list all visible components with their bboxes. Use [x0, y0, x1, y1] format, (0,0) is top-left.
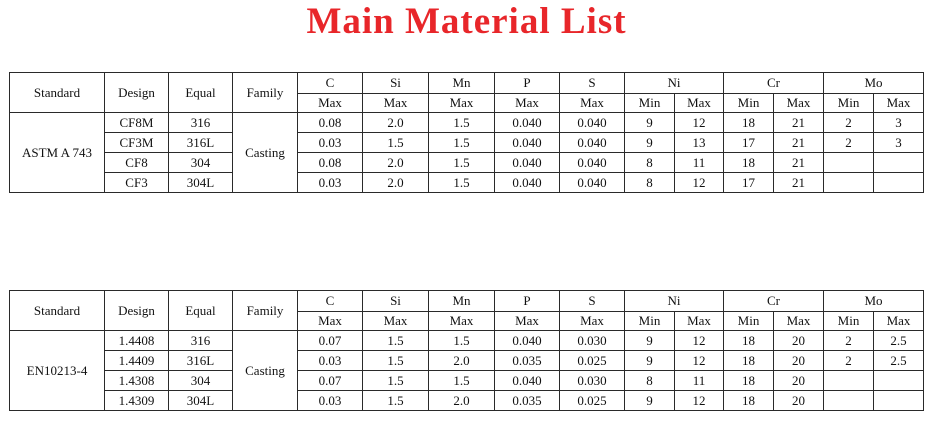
value-cell-si: 1.5 [363, 133, 429, 153]
value-cell-cr-max: 21 [774, 173, 824, 193]
design-cell: 1.4409 [105, 351, 169, 371]
table-row [10, 173, 924, 193]
value-cell-si: 2.0 [363, 153, 429, 173]
material-table-en [9, 290, 924, 411]
table-row [10, 371, 924, 391]
value-cell-s: 0.025 [560, 391, 625, 411]
value-cell-ni-max: 12 [675, 173, 724, 193]
value-cell-cr-max: 21 [774, 153, 824, 173]
header-standard: Standard [10, 291, 105, 331]
header-element-ni: Ni [625, 73, 724, 94]
value-cell-s: 0.040 [560, 153, 625, 173]
standard-cell: EN10213-4 [10, 331, 105, 411]
header-element-si: Si [363, 73, 429, 94]
value-cell-c: 0.08 [298, 153, 363, 173]
value-cell-cr-min: 17 [724, 133, 774, 153]
header-family: Family [233, 73, 298, 113]
material-table-astm [9, 72, 924, 193]
subheader-max: Max [774, 94, 824, 113]
value-cell-ni-min: 9 [625, 331, 675, 351]
value-cell-ni-min: 8 [625, 371, 675, 391]
value-cell-mo-min [824, 173, 874, 193]
value-cell-p: 0.040 [495, 153, 560, 173]
subheader-max: Max [429, 94, 495, 113]
subheader-max: Max [560, 312, 625, 331]
value-cell-mn: 1.5 [429, 371, 495, 391]
equal-cell: 316L [169, 133, 233, 153]
header-element-ni: Ni [625, 291, 724, 312]
design-cell: CF3M [105, 133, 169, 153]
value-cell-mn: 1.5 [429, 133, 495, 153]
value-cell-ni-min: 9 [625, 113, 675, 133]
value-cell-mn: 2.0 [429, 391, 495, 411]
subheader-max: Max [298, 94, 363, 113]
subheader-min: Min [824, 94, 874, 113]
value-cell-si: 1.5 [363, 391, 429, 411]
subheader-max: Max [675, 312, 724, 331]
value-cell-mo-min [824, 391, 874, 411]
header-element-c: C [298, 73, 363, 94]
header-element-p: P [495, 73, 560, 94]
value-cell-ni-max: 12 [675, 391, 724, 411]
subheader-max: Max [675, 94, 724, 113]
value-cell-cr-max: 20 [774, 391, 824, 411]
subheader-max: Max [298, 312, 363, 331]
header-row [10, 73, 924, 94]
header-element-cr: Cr [724, 73, 824, 94]
value-cell-s: 0.040 [560, 173, 625, 193]
subheader-max: Max [874, 312, 924, 331]
value-cell-mo-max: 2.5 [874, 351, 924, 371]
subheader-max: Max [429, 312, 495, 331]
header-element-mo: Mo [824, 291, 924, 312]
table-row [10, 351, 924, 371]
value-cell-s: 0.040 [560, 133, 625, 153]
value-cell-mn: 1.5 [429, 173, 495, 193]
subheader-min: Min [724, 94, 774, 113]
header-element-c: C [298, 291, 363, 312]
value-cell-si: 1.5 [363, 351, 429, 371]
value-cell-mo-min: 2 [824, 331, 874, 351]
value-cell-s: 0.040 [560, 113, 625, 133]
subheader-min: Min [625, 312, 675, 331]
value-cell-p: 0.040 [495, 173, 560, 193]
value-cell-cr-max: 20 [774, 351, 824, 371]
design-cell: 1.4309 [105, 391, 169, 411]
value-cell-ni-max: 11 [675, 371, 724, 391]
value-cell-p: 0.040 [495, 331, 560, 351]
value-cell-c: 0.03 [298, 173, 363, 193]
value-cell-mo-max: 3 [874, 133, 924, 153]
subheader-min: Min [824, 312, 874, 331]
value-cell-mo-max: 2.5 [874, 331, 924, 351]
subheader-min: Min [724, 312, 774, 331]
table-row [10, 331, 924, 351]
value-cell-s: 0.025 [560, 351, 625, 371]
value-cell-c: 0.03 [298, 351, 363, 371]
value-cell-mn: 1.5 [429, 113, 495, 133]
value-cell-si: 1.5 [363, 331, 429, 351]
family-cell: Casting [233, 331, 298, 411]
value-cell-mo-max [874, 173, 924, 193]
header-design: Design [105, 291, 169, 331]
header-design: Design [105, 73, 169, 113]
subheader-max: Max [560, 94, 625, 113]
equal-cell: 316 [169, 113, 233, 133]
family-cell: Casting [233, 113, 298, 193]
table-row [10, 153, 924, 173]
value-cell-mn: 1.5 [429, 153, 495, 173]
value-cell-mo-min: 2 [824, 113, 874, 133]
value-cell-ni-max: 12 [675, 351, 724, 371]
value-cell-s: 0.030 [560, 371, 625, 391]
design-cell: CF3 [105, 173, 169, 193]
header-row [10, 291, 924, 312]
header-equal: Equal [169, 291, 233, 331]
value-cell-ni-max: 11 [675, 153, 724, 173]
value-cell-si: 2.0 [363, 113, 429, 133]
value-cell-si: 1.5 [363, 371, 429, 391]
value-cell-c: 0.03 [298, 133, 363, 153]
value-cell-p: 0.040 [495, 133, 560, 153]
value-cell-cr-min: 18 [724, 371, 774, 391]
header-equal: Equal [169, 73, 233, 113]
value-cell-ni-min: 8 [625, 153, 675, 173]
value-cell-cr-max: 21 [774, 133, 824, 153]
equal-cell: 304 [169, 153, 233, 173]
subheader-max: Max [495, 94, 560, 113]
design-cell: CF8 [105, 153, 169, 173]
equal-cell: 316L [169, 351, 233, 371]
design-cell: 1.4408 [105, 331, 169, 351]
value-cell-cr-min: 18 [724, 331, 774, 351]
value-cell-p: 0.040 [495, 371, 560, 391]
header-element-s: S [560, 291, 625, 312]
header-element-mo: Mo [824, 73, 924, 94]
header-element-mn: Mn [429, 291, 495, 312]
value-cell-ni-max: 12 [675, 113, 724, 133]
value-cell-c: 0.08 [298, 113, 363, 133]
value-cell-cr-max: 21 [774, 113, 824, 133]
value-cell-p: 0.040 [495, 113, 560, 133]
value-cell-p: 0.035 [495, 391, 560, 411]
header-element-si: Si [363, 291, 429, 312]
header-element-cr: Cr [724, 291, 824, 312]
subheader-max: Max [774, 312, 824, 331]
value-cell-mo-max: 3 [874, 113, 924, 133]
value-cell-mo-min [824, 371, 874, 391]
subheader-min: Min [625, 94, 675, 113]
value-cell-mo-min: 2 [824, 351, 874, 371]
subheader-max: Max [363, 312, 429, 331]
page-title: Main Material List [306, 1, 627, 42]
equal-cell: 304L [169, 173, 233, 193]
equal-cell: 304 [169, 371, 233, 391]
equal-cell: 316 [169, 331, 233, 351]
value-cell-cr-min: 18 [724, 391, 774, 411]
header-family: Family [233, 291, 298, 331]
header-standard: Standard [10, 73, 105, 113]
value-cell-ni-max: 13 [675, 133, 724, 153]
table-row [10, 113, 924, 133]
value-cell-cr-min: 18 [724, 153, 774, 173]
value-cell-cr-min: 18 [724, 351, 774, 371]
header-element-s: S [560, 73, 625, 94]
value-cell-c: 0.07 [298, 331, 363, 351]
value-cell-c: 0.07 [298, 371, 363, 391]
value-cell-mo-max [874, 153, 924, 173]
value-cell-c: 0.03 [298, 391, 363, 411]
value-cell-cr-max: 20 [774, 371, 824, 391]
value-cell-s: 0.030 [560, 331, 625, 351]
value-cell-ni-min: 9 [625, 133, 675, 153]
equal-cell: 304L [169, 391, 233, 411]
value-cell-p: 0.035 [495, 351, 560, 371]
design-cell: CF8M [105, 113, 169, 133]
value-cell-cr-min: 18 [724, 113, 774, 133]
value-cell-mo-max [874, 371, 924, 391]
value-cell-mo-max [874, 391, 924, 411]
value-cell-mo-min: 2 [824, 133, 874, 153]
value-cell-mo-min [824, 153, 874, 173]
subheader-max: Max [495, 312, 560, 331]
value-cell-ni-min: 9 [625, 351, 675, 371]
value-cell-cr-max: 20 [774, 331, 824, 351]
value-cell-mn: 2.0 [429, 351, 495, 371]
value-cell-si: 2.0 [363, 173, 429, 193]
table-row [10, 391, 924, 411]
standard-cell: ASTM A 743 [10, 113, 105, 193]
table-row [10, 133, 924, 153]
subheader-max: Max [363, 94, 429, 113]
value-cell-ni-min: 8 [625, 173, 675, 193]
value-cell-mn: 1.5 [429, 331, 495, 351]
value-cell-ni-min: 9 [625, 391, 675, 411]
header-element-mn: Mn [429, 73, 495, 94]
subheader-max: Max [874, 94, 924, 113]
value-cell-ni-max: 12 [675, 331, 724, 351]
design-cell: 1.4308 [105, 371, 169, 391]
header-element-p: P [495, 291, 560, 312]
value-cell-cr-min: 17 [724, 173, 774, 193]
